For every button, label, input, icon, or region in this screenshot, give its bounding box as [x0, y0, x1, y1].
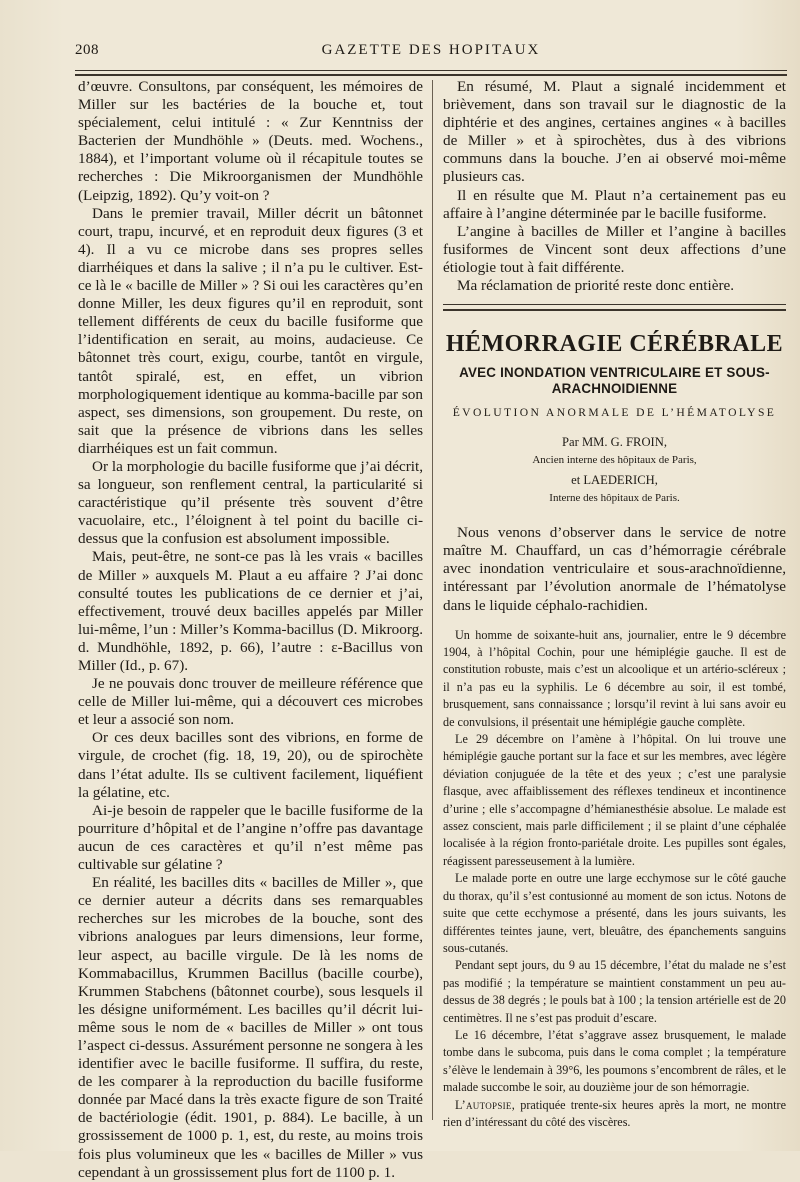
left-paragraph: d’œuvre. Consultons, par conséquent, les mémoires de Miller sur les bactéries de la bouche et, tout spécialement, celui intitulé : « Zur Kenntniss der Bacterien der Mundhöhle » (Deuts. med. Wochens., 1884), et l’important volume où il récapitule toutes se recherches : Die Mikroorganismen der Mundhöhle (Leipzig, 1892). Qu’y voit-on ?: [78, 78, 423, 204]
left-paragraph: Mais, peut-être, ne sont-ce pas là les vrais « bacilles de Miller » auxquels M. Plaut a eu affaire ? J’ai donc consulté toutes les publications de ce dernier et j’ai, effectivement, trouvé deux bacilles appelés par Miller lui-même, l’un : Miller’s Komma-bacillus (D. Mikroorg. d. Mundhöhle, 1892, p. 66), l’autre : ε-Bacillus von Miller (Id., p. 67).: [78, 548, 423, 674]
header-rule-thick: [75, 74, 787, 76]
intro-paragraph: Nous venons d’observer dans le service de notre maître M. Chauffard, un cas d’hémorragie cérébrale avec inondation ventriculaire et sous-arachnoïdienne, intéressant par l’évolution anormale de l’hématolyse dans le liquide céphalo-rachidien.: [443, 524, 786, 614]
left-paragraph: Je ne pouvais donc trouver de meilleure référence que celle de Miller lui-même, qui a découvert ces microbes et leur a associé son nom.: [78, 675, 423, 729]
left-paragraph: En réalité, les bacilles dits « bacilles de Miller », que ce dernier auteur a décrits dans ses remarquables recherches sur les microbes de la bouche, sont des vibrions analogues par leurs dimensions, leur forme, leur aspect, au bacille virgule. De là les noms de Kommabacillus, Krummen Bacillus (bacille courbe), Krummen Stabchens (bâtonnet courbe), sous lesquels il les désigne uniformément. Les bacilles qu’il décrit lui-même sous le nom de « bacilles de Miller » ont tous l’aspect ci-dessus. Assurément personne ne songera à les identifier avec le bacille fusiforme. Il suffira, du reste, de les comparer à la reproduction du bacille fusiforme donnée par Macé dans la très exacte figure de son Traité de bactériologie (édit. 1901, p. 884). Le bacille, à un grossissement de 1000 p. 1, est, du reste, au moins trois fois plus volumineux que les « bacilles de Miller » vus cependant à un grossissement plus fort de 1100 p. 1.: [78, 874, 423, 1181]
right-paragraph: En résumé, M. Plaut a signalé incidemment et brièvement, dans son travail sur le diagnostic de la diphtérie et des angines, certaines angines « à bacilles de Miller » et à spirochètes, dus à des vibrions communs dans la bouche. J’en ai observé moi-même plusieurs cas.: [443, 78, 786, 186]
body-paragraph: Le malade porte en outre une large ecchymose sur le côté gauche du thorax, qu’il s’est contusionné au moment de son ictus. Notons de suite que cette ecchymose a présenté, dans les jours suivants, les différentes teintes jaune, vert, bleuâtre, des épanchements sanguins sous-cutanés.: [443, 871, 786, 955]
author-affiliation: Interne des hôpitaux de Paris.: [549, 492, 680, 505]
header-rule-thin: [75, 70, 787, 71]
page-header: [75, 42, 787, 64]
right-paragraph: Il en résulte que M. Plaut n’a certainement pas eu affaire à l’angine déterminée par le bacille fusiforme.: [443, 186, 786, 222]
left-paragraph: Dans le premier travail, Miller décrit un bâtonnet court, trapu, incurvé, et en reproduit deux figures (3 et 4). Il a vu ce microbe dans ses propres selles diarrhéiques et dans la salive ; il n’a pu le cultiver. Est-ce là le « bacille de Miller » ? Si oui les caractères qu’en donne Miller, les deux figures qu’il en reproduit, sont tellement différents de ceux du bacille fusiforme que l’identification en serait, au moins, audacieuse. Ce bâtonnet très court, exigu, courbe, tantôt en virgule, tantôt spiralé, est, en effet, un vibrion morphologiquement identique au komma-bacille par son aspect, ses dimensions, son groupement. Du reste, on sait que la présence de vibrions dans les selles diarrhéiques est un fait commun.: [78, 204, 423, 457]
left-paragraph: Or la morphologie du bacille fusiforme que j’ai décrit, sa longueur, son renflement central, la particularité si caractéristique qu’il présente très souvent d’être vacuolaire, etc., l’éloignent à tel point du bacille ci-dessus que la confusion est absolument impossible.: [78, 457, 423, 548]
right-column: [443, 78, 786, 1131]
autopsy-text: pratiquée trente-six heures après la mort, ne montre rien d’intéressant du côté des viscères.: [443, 1097, 786, 1129]
byline-second-author: et LAEDERICH,: [571, 473, 658, 488]
body-paragraph: Le 16 décembre, l’état s’aggrave assez brusquement, le malade tombe dans le subcoma, puis dans le coma complet ; la température s’élève le lendemain à 39°6, les poumons s’encombrent de râles, et le malade succombe le soir, au douzième jour de son hémorragie.: [443, 1027, 786, 1095]
body-paragraph: Un homme de soixante-huit ans, journalier, entre le 9 décembre 1904, à l’hôpital Cochin, pour une hémiplégie gauche. Il est de constitution robuste, mais c’est un alcoolique et un artério-scléreux ; il n’a pas eu la syphilis. Le 6 décembre au soir, il est tombé, brusquement, sans connaissance ; lorsqu’il revint à lui sans avoir eu de convulsions, il présentait une hémiplégie gauche complète.: [443, 627, 786, 729]
running-title: GAZETTE DES HOPITAUX: [321, 42, 541, 58]
article-intro: [443, 524, 786, 614]
page-number: 208: [75, 42, 99, 58]
left-paragraph: Or ces deux bacilles sont des vibrions, en forme de virgule, de crochet (fig. 18, 19, 20), ou de spirochète dans l’état adulte. Ils se cultivent facilement, liquéfient la gélatine, etc.: [78, 729, 423, 801]
left-paragraph: Ai-je besoin de rappeler que le bacille fusiforme de la pourriture d’hôpital et de l’angine n’offre pas davantage aucun de ces caractères et qu’il n’est même pas cultivable sur gélatine ?: [78, 801, 423, 874]
author-affiliation: Ancien interne des hôpitaux de Paris,: [532, 454, 697, 467]
body-paragraph: Pendant sept jours, du 9 au 15 décembre, l’état du malade ne s’est pas modifié ; la température se maintient constamment un peu au-dessus de 38 degrés ; le pouls bat à 100 ; la tension artérielle est de 20 centimètres. Il ne s’est pas produit d’escare.: [443, 958, 786, 1025]
body-paragraph: Le 29 décembre on l’amène à l’hôpital. On lui trouve une hémiplégie gauche portant sur la face et sur les membres, avec légère déviation conjuguée de la tête et des yeux ; c’est une paralysie flasque, avec affaiblissement des réflexes tendineux et incontinence d’urine ; elle s’accompagne d’hémianesthésie absolue. Le malade est assez conscient, mais parle difficilement ; il se plaint d’une céphalée localisée à la région fronto-pariétale droite. Les pupilles sont égales, réagissent paresseusement à la lumière.: [443, 732, 786, 868]
article-body: [443, 627, 786, 1132]
article-title: HÉMORRAGIE CÉRÉBRALE: [445, 331, 784, 358]
article-subtitle: AVEC INONDATION VENTRICULAIRE ET SOUS-ARACHNOIDIENNE: [459, 365, 770, 397]
letter-conclusion: [443, 78, 786, 295]
column-divider: [432, 80, 433, 1120]
section-separator: [443, 304, 786, 311]
article-subtitle-secondary: ÉVOLUTION ANORMALE DE L’HÉMATOLYSE: [452, 406, 777, 420]
right-paragraph: Ma réclamation de priorité reste donc entière.: [457, 277, 735, 295]
left-column: [78, 78, 423, 1182]
autopsy-label: L’autopsie,: [455, 1097, 516, 1112]
right-paragraph: L’angine à bacilles de Miller et l’angine à bacilles fusiformes de Vincent sont deux affections d’une étiologie tout à fait différente.: [443, 222, 786, 276]
byline-authors: Par MM. G. FROIN,: [562, 435, 667, 450]
body-paragraph-autopsy: [443, 1097, 786, 1132]
